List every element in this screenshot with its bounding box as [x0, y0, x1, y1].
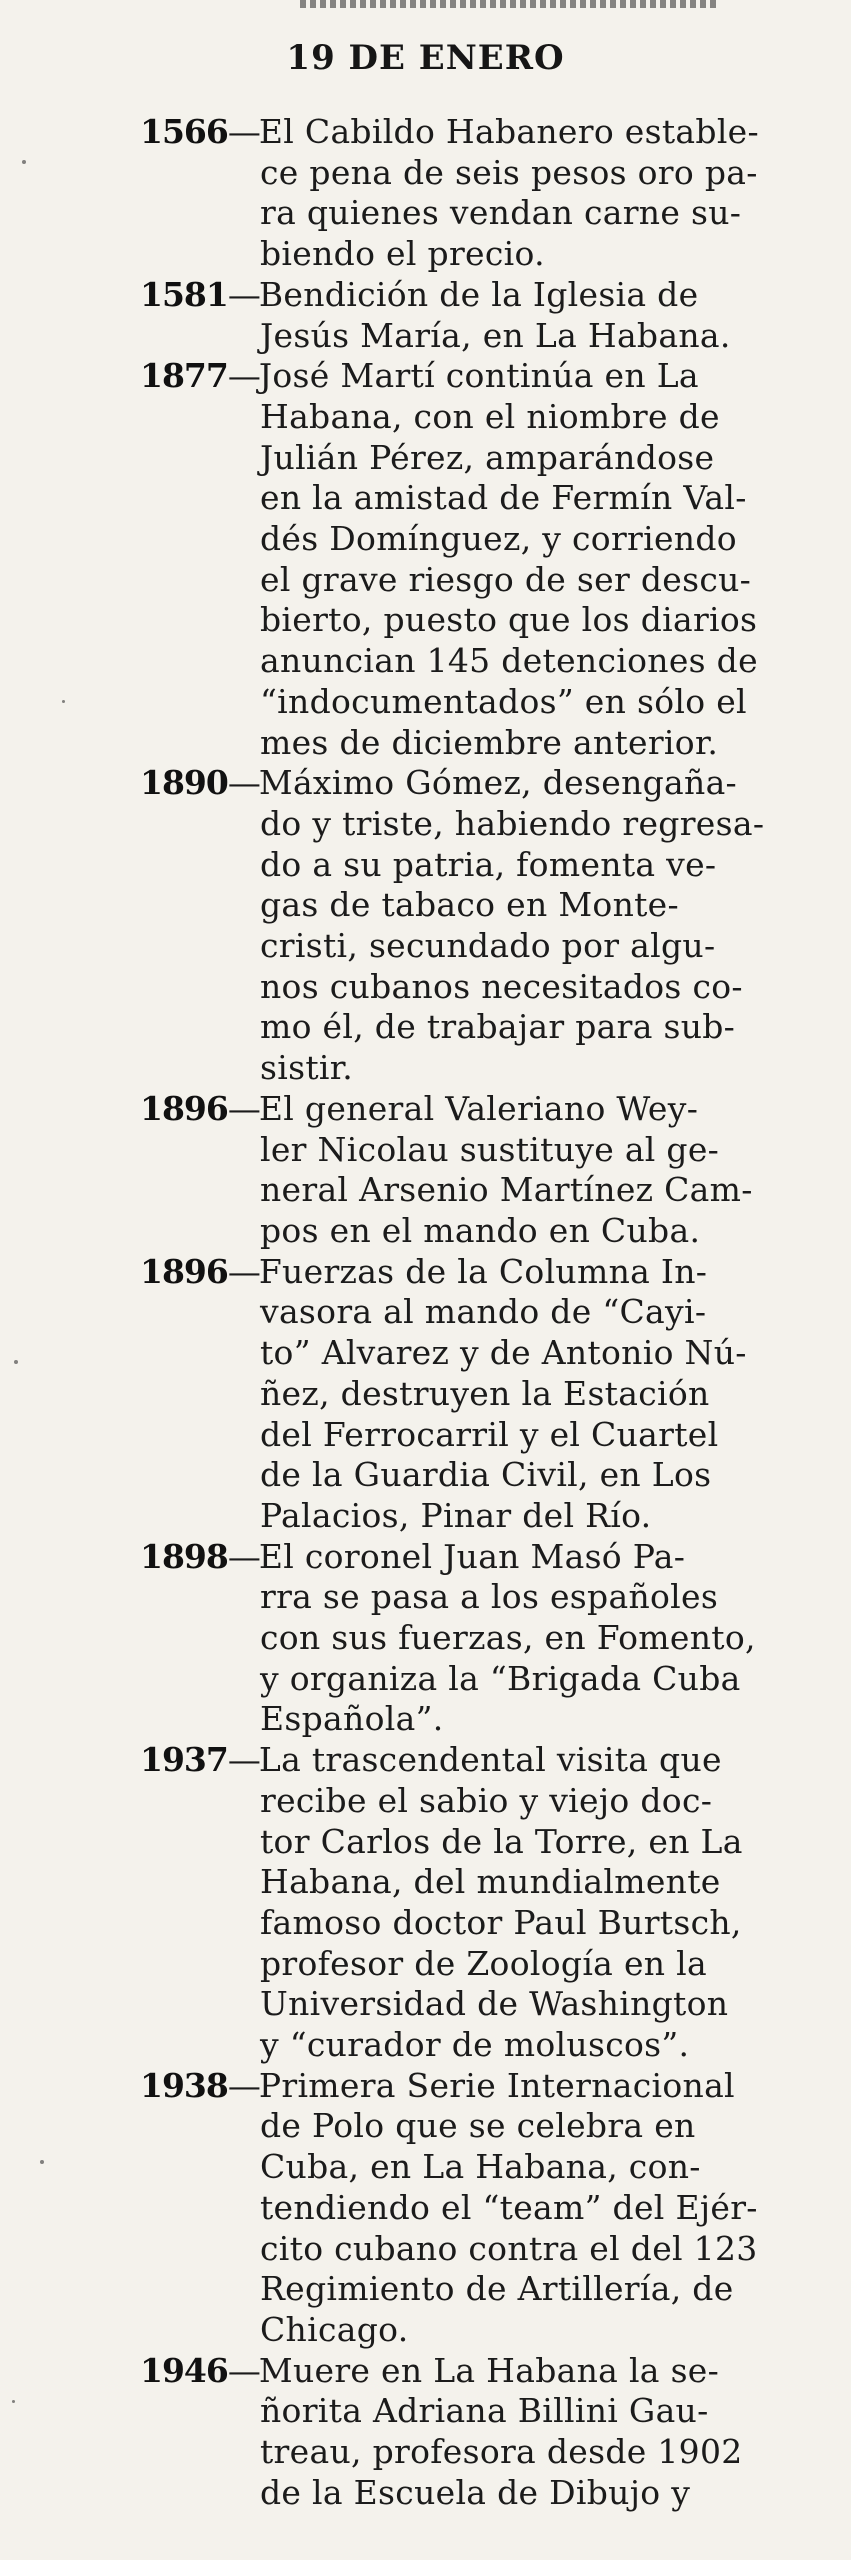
- entry-line: [140, 926, 840, 967]
- entry-text: do a su patria, fomenta ve-: [260, 844, 717, 884]
- entry-text: Julián Pérez, amparándose: [260, 437, 715, 477]
- entry-line: [140, 397, 840, 438]
- entry-line: [140, 600, 840, 641]
- entry-line: [140, 1659, 840, 1700]
- entry-line: [140, 2188, 840, 2229]
- entry-line: [140, 2310, 840, 2351]
- chronology-list: [140, 112, 840, 2513]
- entry-line: [140, 1211, 840, 1252]
- entry-text: cito cubano contra el del 123: [260, 2228, 758, 2268]
- entry-line: [140, 1048, 840, 1089]
- entry-text: dés Domínguez, y corriendo: [260, 519, 737, 559]
- entry-line: [140, 193, 840, 234]
- entry-year: 1566: [140, 112, 228, 151]
- chronology-entry: [140, 112, 840, 275]
- entry-line: [140, 2025, 840, 2066]
- entry-dash: —: [227, 763, 259, 803]
- entry-line: [140, 519, 840, 560]
- entry-year: 1896: [140, 1088, 228, 1128]
- entry-text: “indocumentados” en sólo el: [260, 681, 747, 721]
- entry-text: en la amistad de Fermín Val-: [260, 478, 747, 518]
- entry-text: biendo el precio.: [260, 234, 545, 274]
- entry-text: vasora al mando de “Cayi-: [260, 1292, 707, 1332]
- entry-dash: —: [227, 356, 259, 396]
- entry-line: [140, 723, 840, 764]
- entry-text: Habana, del mundialmente: [260, 1862, 721, 1902]
- entry-text: Española”.: [260, 1699, 444, 1739]
- entry-text: el grave riesgo de ser descu-: [260, 559, 752, 599]
- entry-line: [140, 560, 840, 601]
- entry-dash: —: [227, 1251, 259, 1291]
- entry-line: [140, 763, 840, 804]
- entry-dash: —: [227, 2065, 259, 2105]
- entry-text: Máximo Gómez, desengaña-: [258, 763, 738, 803]
- entry-line: [140, 2229, 840, 2270]
- entry-text: mo él, de trabajar para sub-: [260, 1007, 736, 1047]
- entry-line: [140, 2066, 840, 2107]
- chronology-entry: [140, 1740, 840, 2066]
- entry-text: con sus fuerzas, en Fomento,: [260, 1618, 756, 1658]
- entry-line: [140, 2106, 840, 2147]
- entry-line: [140, 2269, 840, 2310]
- entry-text: José Martí continúa en La: [258, 356, 699, 396]
- entry-line: [140, 1618, 840, 1659]
- entry-year: 1937: [140, 1740, 228, 1780]
- entry-line: [140, 1862, 840, 1903]
- print-speck: [40, 2160, 44, 2164]
- entry-line: [140, 316, 840, 357]
- chronology-entry: [140, 1537, 840, 1741]
- entry-text: recibe el sabio y viejo doc-: [260, 1780, 713, 1820]
- entry-text: ñorita Adriana Billini Gau-: [260, 2391, 709, 2431]
- entry-text: El general Valeriano Wey-: [258, 1088, 699, 1128]
- entry-text: bierto, puesto que los diarios: [260, 600, 758, 640]
- entry-text: rra se pasa a los españoles: [260, 1577, 719, 1617]
- entry-text: de la Escuela de Dibujo y: [260, 2472, 691, 2512]
- entry-text: Primera Serie Internacional: [258, 2065, 735, 2105]
- entry-line: [140, 1577, 840, 1618]
- entry-line: [140, 1496, 840, 1537]
- entry-line: [140, 112, 840, 153]
- entry-line: [140, 356, 840, 397]
- entry-line: [140, 153, 840, 194]
- entry-line: [140, 2147, 840, 2188]
- entry-line: [140, 1822, 840, 1863]
- entry-line: [140, 2351, 840, 2392]
- entry-text: Muere en La Habana la se-: [258, 2350, 720, 2390]
- entry-line: [140, 1455, 840, 1496]
- entry-text: ra quienes vendan carne su-: [260, 193, 742, 233]
- entry-year: 1938: [140, 2065, 228, 2105]
- top-rule: [300, 0, 720, 8]
- entry-line: [140, 1252, 840, 1293]
- entry-line: [140, 804, 840, 845]
- entry-text: to” Alvarez y de Antonio Nú-: [260, 1333, 747, 1373]
- entry-text: y organiza la “Brigada Cuba: [260, 1658, 741, 1698]
- chronology-entry: [140, 1252, 840, 1537]
- entry-text: pos en el mando en Cuba.: [260, 1210, 701, 1250]
- date-heading: 19 DE ENERO: [286, 38, 565, 78]
- entry-dash: —: [227, 112, 259, 151]
- entry-text: anuncian 145 detenciones de: [260, 641, 758, 681]
- entry-year: 1898: [140, 1536, 228, 1576]
- entry-dash: —: [227, 1088, 259, 1128]
- chronology-entry: [140, 275, 840, 356]
- print-speck: [12, 2400, 15, 2403]
- entry-line: [140, 1374, 840, 1415]
- entry-line: [140, 438, 840, 479]
- entry-line: [140, 885, 840, 926]
- entry-line: [140, 641, 840, 682]
- entry-text: Jesús María, en La Habana.: [260, 315, 731, 355]
- entry-line: [140, 1903, 840, 1944]
- entry-line: [140, 1537, 840, 1578]
- print-speck: [14, 1360, 18, 1364]
- entry-text: ler Nicolau sustituye al ge-: [260, 1129, 720, 1169]
- entry-line: [140, 845, 840, 886]
- entry-year: 1581: [140, 274, 228, 314]
- entry-text: Fuerzas de la Columna In-: [258, 1251, 708, 1291]
- entry-line: [140, 1007, 840, 1048]
- entry-text: ñez, destruyen la Estación: [260, 1373, 710, 1413]
- entry-line: [140, 1699, 840, 1740]
- print-speck: [62, 700, 65, 703]
- entry-dash: —: [227, 2350, 259, 2390]
- entry-line: [140, 2391, 840, 2432]
- entry-text: Regimiento de Artillería, de: [260, 2269, 734, 2309]
- entry-line: [140, 1944, 840, 1985]
- entry-text: Cuba, en La Habana, con-: [260, 2147, 701, 2187]
- entry-text: gas de tabaco en Monte-: [260, 885, 679, 925]
- entry-line: [140, 1984, 840, 2025]
- entry-text: profesor de Zoología en la: [260, 1943, 707, 1983]
- entry-line: [140, 1415, 840, 1456]
- entry-text: tendiendo el “team” del Ejér-: [260, 2187, 758, 2227]
- entry-line: [140, 682, 840, 723]
- entry-year: 1896: [140, 1251, 228, 1291]
- entry-line: [140, 1292, 840, 1333]
- entry-text: La trascendental visita que: [258, 1740, 722, 1780]
- entry-text: Palacios, Pinar del Río.: [260, 1495, 652, 1535]
- entry-line: [140, 2473, 840, 2514]
- entry-text: neral Arsenio Martínez Cam-: [260, 1170, 753, 1210]
- entry-text: El Cabildo Habanero estable-: [258, 112, 759, 151]
- entry-text: de la Guardia Civil, en Los: [260, 1455, 712, 1495]
- entry-text: cristi, secundado por algu-: [260, 926, 716, 966]
- entry-line: [140, 275, 840, 316]
- entry-line: [140, 1740, 840, 1781]
- entry-text: del Ferrocarril y el Cuartel: [260, 1414, 719, 1454]
- entry-text: ce pena de seis pesos oro pa-: [260, 152, 758, 192]
- entry-dash: —: [227, 274, 259, 314]
- entry-text: famoso doctor Paul Burtsch,: [260, 1902, 742, 1942]
- chronology-entry: [140, 1089, 840, 1252]
- entry-line: [140, 1089, 840, 1130]
- entry-text: y “curador de moluscos”.: [260, 2025, 690, 2065]
- entry-line: [140, 1170, 840, 1211]
- entry-line: [140, 967, 840, 1008]
- entry-text: El coronel Juan Masó Pa-: [258, 1536, 686, 1576]
- chronology-entry: [140, 2066, 840, 2351]
- entry-text: Bendición de la Iglesia de: [258, 274, 699, 314]
- entry-text: tor Carlos de la Torre, en La: [260, 1821, 743, 1861]
- entry-line: [140, 1333, 840, 1374]
- entry-line: [140, 1130, 840, 1171]
- chronology-entry: [140, 763, 840, 1089]
- entry-year: 1890: [140, 763, 228, 803]
- entry-text: Habana, con el niombre de: [260, 396, 720, 436]
- print-speck: [22, 160, 26, 164]
- entry-text: nos cubanos necesitados co-: [260, 966, 743, 1006]
- entry-dash: —: [227, 1536, 259, 1576]
- entry-text: Universidad de Washington: [260, 1984, 729, 2024]
- entry-line: [140, 234, 840, 275]
- entry-text: de Polo que se celebra en: [260, 2106, 696, 2146]
- entry-line: [140, 1781, 840, 1822]
- chronology-entry: [140, 356, 840, 763]
- entry-line: [140, 478, 840, 519]
- entry-text: sistir.: [260, 1048, 353, 1088]
- entry-text: treau, profesora desde 1902: [260, 2432, 743, 2472]
- entry-line: [140, 2432, 840, 2473]
- entry-year: 1877: [140, 356, 228, 396]
- entry-text: mes de diciembre anterior.: [260, 722, 719, 762]
- entry-year: 1946: [140, 2350, 228, 2390]
- entry-dash: —: [227, 1740, 259, 1780]
- entry-text: Chicago.: [260, 2309, 409, 2349]
- entry-text: do y triste, habiendo regresa-: [260, 803, 765, 843]
- chronology-entry: [140, 2351, 840, 2514]
